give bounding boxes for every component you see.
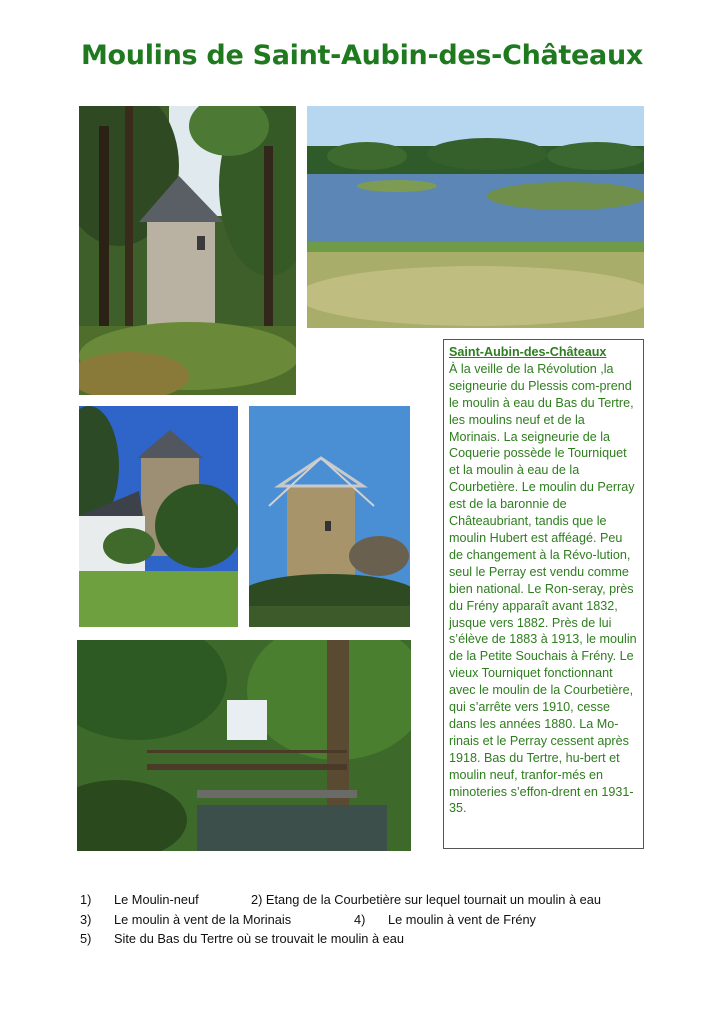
textbox-body: À la veille de la Révolution ,la seigneurie du Plessis com-prend le moulin à eau du Bas du Tertre, les moulins neuf et de la Morinais. La seigneurie de la Coquerie possède le Tourniquet et la moulin à eau de la Courbetière. Le moulin du Perray est de la baronnie de Châteaubriant, tandis que le moulin Hubert est afféagé. Peu de changement à la Révo-lution, seul le Perray est vendu comme bien national. Le Ron-seray, près du Frény apparaît avant 1832, jusque vers 1882. Près de lui s’élève de 1883 à 1913, le moulin de la Petite Souchais à Frény. Le vieux Tourniquet fonctionnant avec le moulin de la Courbetière, qui s’arrête vers 1910, cesse dans les années 1880. La Mo-rinais et le Perray cessent après 1918. Bas du Tertre, hu-bert et moulin neuf, tranfor-més en minoteries s’effon-drent en 1931-35. bbox=[449, 361, 637, 816]
caption-3-number: 3) bbox=[80, 911, 92, 927]
caption-3-text: Le moulin à vent de la Morinais bbox=[114, 911, 292, 927]
caption-4-text: Le moulin à vent de Frény bbox=[388, 911, 536, 927]
caption-4-number: 4) bbox=[354, 911, 366, 927]
page-title: Moulins de Saint-Aubin-des-Châteaux bbox=[80, 40, 643, 71]
photo-moulin-neuf bbox=[79, 106, 296, 395]
caption-1-number: 1) bbox=[80, 892, 92, 907]
photo-captions bbox=[80, 890, 660, 949]
history-textbox bbox=[443, 339, 644, 849]
photo-etang-courbetiere bbox=[307, 106, 644, 328]
caption-1-text: Le Moulin-neuf bbox=[114, 892, 199, 907]
caption-2-text: 2) Etang de la Courbetière sur lequel tournait un moulin à eau bbox=[251, 892, 602, 907]
caption-row-2 bbox=[80, 910, 660, 930]
caption-5-number: 5) bbox=[80, 931, 92, 947]
textbox-heading: Saint-Aubin-des-Châteaux bbox=[449, 345, 607, 359]
photo-moulin-morinais bbox=[79, 406, 238, 627]
photo-moulin-freny bbox=[249, 406, 410, 627]
photo-bas-du-tertre bbox=[77, 640, 411, 851]
caption-row-3 bbox=[80, 929, 660, 949]
caption-5-text: Site du Bas du Tertre où se trouvait le moulin à eau bbox=[114, 931, 404, 947]
caption-row-1 bbox=[80, 890, 660, 910]
